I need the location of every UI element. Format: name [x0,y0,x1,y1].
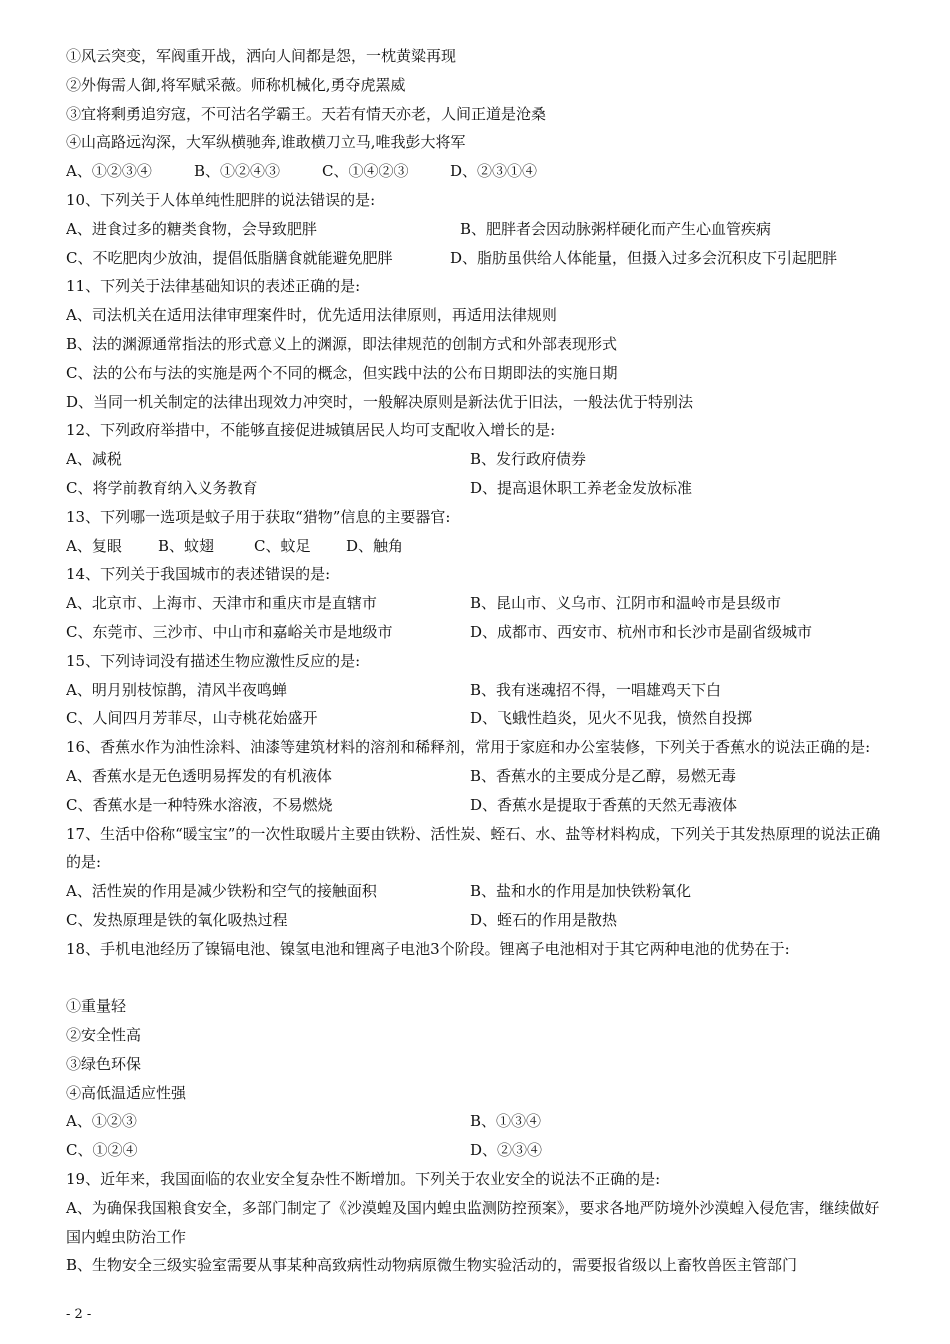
q11-stem: 11、下列关于法律基础知识的表述正确的是: [66,277,361,296]
q12-options-cd [66,474,888,503]
q13-stem: 13、下列哪一选项是蚊子用于获取“猎物”信息的主要器官: [66,507,451,526]
q16-option-b: B、香蕉水的主要成分是乙醇，易燃无毒 [470,766,737,785]
q17-options-ab [66,877,888,906]
q15-options-cd [66,704,888,733]
q19-option-a: A、为确保我国粮食安全，多部门制定了《沙漠蝗及国内蝗虫监测防控预案》，要求各地严防境外沙漠蝗入侵危害，继续做好国内蝗虫防治工作 [66,1198,880,1246]
q14-option-b: B、昆山市、义乌市、江阴市和温岭市是县级市 [470,594,782,613]
q11-option-c: C、法的公布与法的实施是两个不同的概念，但实践中法的公布日期即法的实施日期 [66,363,618,382]
q13-option-a: A、复眼 [66,536,122,555]
q14-option-d: D、成都市、西安市、杭州市和长沙市是副省级城市 [470,622,813,641]
page-number: - 2 - [66,1307,92,1322]
q15-option-a: A、明月别枝惊鹊，清风半夜鸣蝉 [66,680,287,699]
q10-option-d: D、脂肪虽供给人体能量，但摄入过多会沉积皮下引起肥胖 [450,248,838,267]
q19-stem: 19、近年来，我国面临的农业安全复杂性不断增加。下列关于农业安全的说法不正确的是: [66,1170,661,1189]
q17-option-d: D、蛭石的作用是散热 [470,910,618,929]
exam-page [66,42,888,1280]
q9-option-c: C、①④②③ [322,162,409,181]
q17-stem: 17、生活中俗称“暖宝宝”的一次性取暖片主要由铁粉、活性炭、蛭石、水、盐等材料构成，下列关于其发热原理的说法正确的是: [66,824,881,872]
q17-options-cd [66,906,888,935]
q10-stem: 10、下列关于人体单纯性肥胖的说法错误的是: [66,190,376,209]
q12-option-b: B、发行政府债券 [470,450,587,469]
q16-options-cd [66,791,888,820]
q18-item-4: ④高低温适应性强 [66,1083,187,1102]
q18-option-d: D、②③④ [470,1141,543,1160]
q12-stem: 12、下列政府举措中，不能够直接促进城镇居民人均可支配收入增长的是: [66,421,556,440]
q17-option-a: A、活性炭的作用是减少铁粉和空气的接触面积 [66,882,377,901]
q16-options-ab [66,762,888,791]
q9-option-d: D、②③①④ [450,162,538,181]
q11-option-a: A、司法机关在适用法律审理案件时，优先适用法律原则，再适用法律规则 [66,306,557,325]
q11-option-d: D、当同一机关制定的法律出现效力冲突时，一般解决原则是新法优于旧法，一般法优于特别法 [66,392,694,411]
q14-options-ab [66,589,888,618]
q9-option-b: B、①②④③ [194,162,281,181]
q12-option-c: C、将学前教育纳入义务教育 [66,478,258,497]
q10-option-c: C、不吃肥肉少放油，提倡低脂膳食就能避免肥胖 [66,248,393,267]
q15-options-ab [66,676,888,705]
poem-line-4: ④山高路远沟深，大军纵横驰奔,谁敢横刀立马,唯我彭大将军 [66,133,466,152]
q13-options [66,532,888,561]
poem-line-3: ③宜将剩勇追穷寇，不可沽名学霸王。天若有情天亦老，人间正道是沧桑 [66,104,547,123]
q15-option-b: B、我有迷魂招不得，一唱雄鸡天下白 [470,680,722,699]
q15-option-d: D、飞蛾性趋炎，见火不见我，愤然自投掷 [470,709,753,728]
q18-option-b: B、①③④ [470,1112,542,1131]
q14-option-a: A、北京市、上海市、天津市和重庆市是直辖市 [66,594,377,613]
q16-option-c: C、香蕉水是一种特殊水溶液，不易燃烧 [66,795,333,814]
q13-option-b: B、蚊翅 [158,536,215,555]
q10-options-ab [66,215,888,244]
q9-option-a: A、①②③④ [66,162,152,181]
q16-option-d: D、香蕉水是提取于香蕉的天然无毒液体 [470,795,738,814]
q18-option-a: A、①②③ [66,1112,137,1131]
q18-item-3: ③绿色环保 [66,1054,142,1073]
q18-item-2: ②安全性高 [66,1026,142,1045]
q18-stem: 18、手机电池经历了镍镉电池、镍氢电池和锂离子电池3个阶段。锂离子电池相对于其它两种电池的优势在于: [66,939,790,958]
q10-option-a: A、进食过多的糖类食物，会导致肥胖 [66,219,317,238]
q13-option-c: C、蚊足 [254,536,311,555]
q10-options-cd [66,244,888,273]
q17-option-b: B、盐和水的作用是加快铁粉氧化 [470,882,692,901]
poem-line-1: ①风云突变，军阀重开战，洒向人间都是怨，一枕黄粱再现 [66,47,457,65]
q16-option-a: A、香蕉水是无色透明易挥发的有机液体 [66,766,332,785]
q17-option-c: C、发热原理是铁的氧化吸热过程 [66,910,288,929]
q18-item-1: ①重量轻 [66,997,127,1016]
q19-option-b: B、生物安全三级实验室需要从事某种高致病性动物病原微生物实验活动的，需要报省级以上畜牧兽医主管部门 [66,1256,798,1275]
q9-options [66,157,888,186]
q18-options-ab [66,1107,888,1136]
q11-option-b: B、法的渊源通常指法的形式意义上的渊源，即法律规范的创制方式和外部表现形式 [66,334,618,353]
q13-option-d: D、触角 [346,536,404,555]
q14-option-c: C、东莞市、三沙市、中山市和嘉峪关市是地级市 [66,622,393,641]
q18-options-cd [66,1136,888,1165]
q16-stem: 16、香蕉水作为油性涂料、油漆等建筑材料的溶剂和稀释剂，常用于家庭和办公室装修，下列关于香蕉水的说法正确的是: [66,738,871,757]
q14-options-cd [66,618,888,647]
q10-option-b: B、肥胖者会因动脉粥样硬化而产生心血管疾病 [460,219,772,238]
poem-line-2: ②外侮需人御,将军赋采薇。师称机械化,勇夺虎罴威 [66,75,406,94]
q12-option-d: D、提高退休职工养老金发放标准 [470,478,693,497]
q15-option-c: C、人间四月芳菲尽，山寺桃花始盛开 [66,709,318,728]
q15-stem: 15、下列诗词没有描述生物应激性反应的是: [66,651,361,670]
q12-options-ab [66,445,888,474]
q18-option-c: C、①②④ [66,1141,138,1160]
q18-spacer [66,964,888,993]
q12-option-a: A、减税 [66,450,122,469]
q14-stem: 14、下列关于我国城市的表述错误的是: [66,565,331,584]
